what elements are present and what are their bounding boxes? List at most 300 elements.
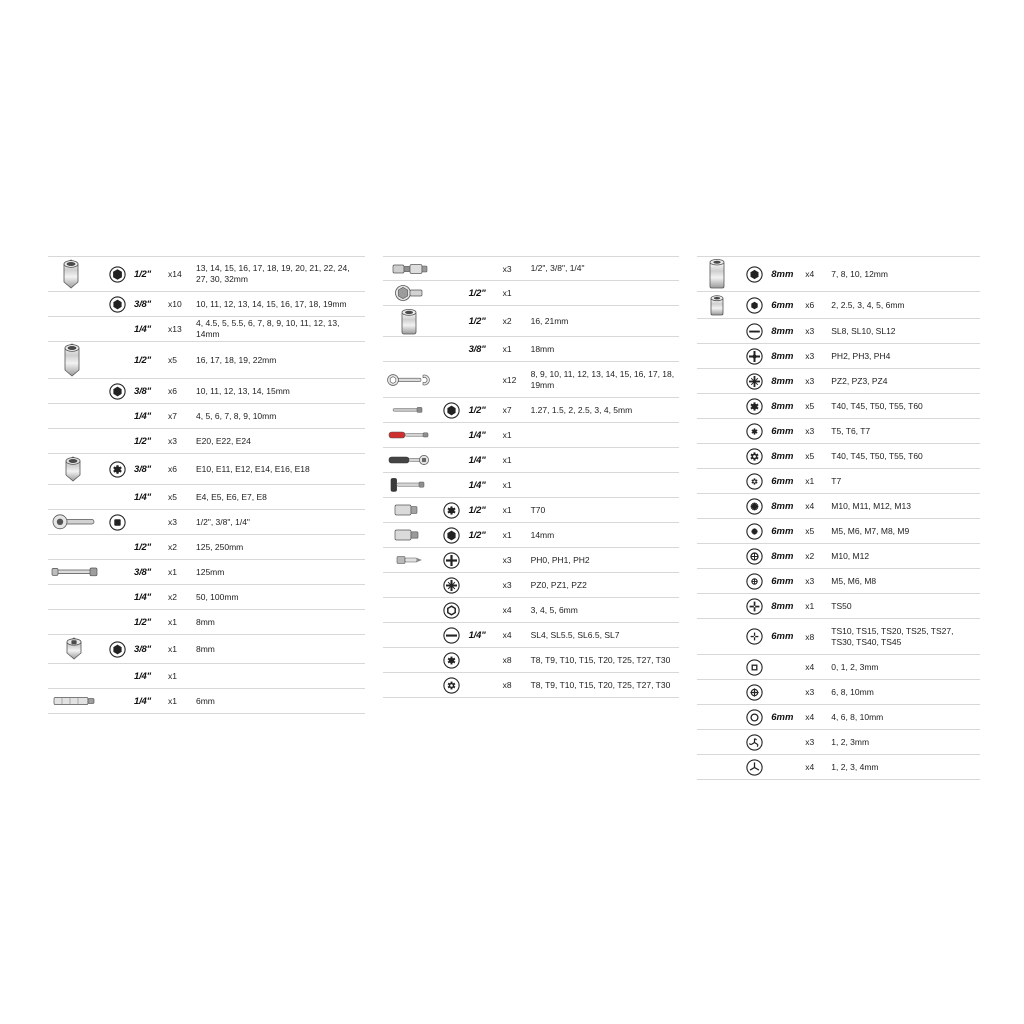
spacer xyxy=(383,623,437,647)
table-row xyxy=(48,292,365,317)
description: 7, 8, 10, 12mm xyxy=(831,268,888,279)
quantity: x4 xyxy=(805,269,815,279)
table-row xyxy=(383,523,680,548)
spacer xyxy=(437,306,467,336)
bit-ratchet-icon xyxy=(383,448,437,472)
pozidriv-ring-icon xyxy=(737,369,771,393)
spacer xyxy=(383,598,437,622)
hex-ring-icon xyxy=(102,292,132,316)
hex-bit-small-ring-icon xyxy=(737,292,771,318)
spacer xyxy=(697,655,737,679)
bit-size: 6mm xyxy=(771,631,794,642)
quantity: x1 xyxy=(805,601,815,611)
table-row xyxy=(383,362,680,398)
bit-size: 6mm xyxy=(771,525,794,537)
drive-size: 3/8" xyxy=(134,643,151,655)
spacer xyxy=(48,317,102,341)
spacer xyxy=(383,673,437,697)
description: M5, M6, M7, M8, M9 xyxy=(831,525,910,536)
quantity: x1 xyxy=(168,617,177,627)
spacer xyxy=(102,664,132,688)
quantity: x6 xyxy=(168,464,177,474)
description: 16, 21mm xyxy=(530,315,569,326)
description: 8mm xyxy=(196,616,215,627)
spacer xyxy=(48,404,102,428)
quantity: x6 xyxy=(168,386,177,396)
spacer xyxy=(697,494,737,518)
quantity: x14 xyxy=(168,269,182,279)
quantity: x2 xyxy=(168,592,177,602)
drive-size: 1/4" xyxy=(468,629,486,641)
spacer xyxy=(697,755,737,779)
torq-set-ring-icon xyxy=(737,594,771,618)
spacer xyxy=(697,730,737,754)
description: TS10, TS15, TS20, TS25, TS27, TS30, TS40, TS45 xyxy=(831,625,954,647)
table-row xyxy=(48,379,365,404)
drive-size: 1/2" xyxy=(468,504,486,516)
quantity: x4 xyxy=(502,630,512,640)
description: T8, T9, T10, T15, T20, T25, T27, T30 xyxy=(530,679,671,690)
spanner-ring-icon xyxy=(737,755,771,779)
table-row xyxy=(697,319,980,344)
bit-size: 6mm xyxy=(771,299,794,311)
spacer xyxy=(48,585,102,609)
drive-size: 1/4" xyxy=(134,491,151,503)
description: 8mm xyxy=(196,643,215,654)
table-row xyxy=(697,419,980,444)
hex-bit-ring-icon xyxy=(737,257,771,291)
long-bit-socket-icon xyxy=(697,257,737,291)
torx-ring-icon xyxy=(102,454,132,484)
table-row xyxy=(383,598,680,623)
quantity: x3 xyxy=(805,376,815,386)
table-row xyxy=(697,394,980,419)
quantity: x1 xyxy=(502,344,512,354)
table-row xyxy=(48,485,365,510)
hex-ball-ring-icon xyxy=(737,705,771,729)
bit-holder-bar-icon xyxy=(48,689,102,713)
drive-size: 3/8" xyxy=(134,566,151,578)
table-row xyxy=(48,585,365,610)
quantity: x8 xyxy=(805,631,815,642)
hex-key-icon xyxy=(383,398,437,422)
spacer xyxy=(48,664,102,688)
table-row xyxy=(48,510,365,535)
table-row xyxy=(697,256,980,292)
quantity: x6 xyxy=(805,300,815,310)
bit-size: 8mm xyxy=(771,600,794,612)
bit-size: 8mm xyxy=(771,375,794,387)
quantity: x1 xyxy=(502,530,512,540)
drive-size: 1/4" xyxy=(134,410,151,422)
ribe-ring-icon xyxy=(737,544,771,568)
quantity: x2 xyxy=(805,551,815,561)
table-row xyxy=(383,498,680,523)
quantity: x4 xyxy=(805,662,815,672)
table-row xyxy=(48,317,365,342)
table-row xyxy=(383,673,680,698)
quantity: x3 xyxy=(805,576,815,586)
spacer xyxy=(697,619,737,654)
description: 10, 11, 12, 13, 14, 15mm xyxy=(196,385,290,396)
spacer xyxy=(102,485,132,509)
spacer xyxy=(697,369,737,393)
column-3 xyxy=(697,256,980,780)
description: PZ2, PZ3, PZ4 xyxy=(831,375,888,386)
t-handle-icon xyxy=(383,473,437,497)
torq-set-small-ring-icon xyxy=(737,619,771,654)
drive-size: 3/8" xyxy=(134,385,151,397)
torx-tamper-ring-icon xyxy=(437,673,467,697)
description: 8, 9, 10, 11, 12, 13, 14, 15, 16, 17, 18, 19mm xyxy=(530,368,675,390)
table-row xyxy=(697,755,980,780)
description: 6, 8, 10mm xyxy=(831,686,874,697)
table-row xyxy=(48,404,365,429)
spacer xyxy=(102,404,132,428)
drive-size: 1/2" xyxy=(468,529,486,541)
quantity: x5 xyxy=(805,526,815,536)
description: 1, 2, 3, 4mm xyxy=(831,761,879,772)
quantity: x3 xyxy=(805,737,815,747)
quantity: x3 xyxy=(168,436,177,446)
table-row xyxy=(48,342,365,379)
spacer xyxy=(102,535,132,559)
description: PH2, PH3, PH4 xyxy=(831,350,891,361)
spacer xyxy=(102,560,132,584)
table-row xyxy=(48,610,365,635)
spacer xyxy=(102,585,132,609)
description: 125, 250mm xyxy=(196,541,244,552)
spacer xyxy=(437,281,467,305)
description: 4, 5, 6, 7, 8, 9, 10mm xyxy=(196,410,277,421)
phillips-ring-icon xyxy=(437,548,467,572)
description: 6mm xyxy=(196,695,215,706)
spacer xyxy=(437,362,467,397)
description: 14mm xyxy=(530,529,555,540)
description: SL4, SL5.5, SL6.5, SL7 xyxy=(530,629,620,640)
quantity: x7 xyxy=(168,411,177,421)
table-row xyxy=(383,573,680,598)
hex-bit-ring-icon xyxy=(437,598,467,622)
drive-size: 1/4" xyxy=(134,695,151,707)
spacer xyxy=(697,319,737,343)
ratchet-icon xyxy=(48,510,102,534)
description: 3, 4, 5, 6mm xyxy=(530,604,578,615)
torx-small-ring-icon xyxy=(737,419,771,443)
table-row xyxy=(697,519,980,544)
spacer xyxy=(697,469,737,493)
description: 2, 2.5, 3, 4, 5, 6mm xyxy=(831,299,905,310)
table-row xyxy=(697,705,980,730)
bit-size: 8mm xyxy=(771,325,794,337)
quantity: x2 xyxy=(502,316,512,326)
quantity: x1 xyxy=(168,644,177,654)
quantity: x3 xyxy=(805,326,815,336)
quantity: x1 xyxy=(805,476,815,486)
torx-tamper-ring-icon xyxy=(737,444,771,468)
quantity: x4 xyxy=(805,762,815,772)
drive-size: 3/8" xyxy=(468,343,486,355)
table-row xyxy=(383,423,680,448)
table-row xyxy=(697,544,980,569)
torx-bit-ring-icon xyxy=(437,648,467,672)
phillips-ring-icon xyxy=(737,344,771,368)
spark-plug-socket-2-icon xyxy=(383,306,437,336)
drive-size: 1/4" xyxy=(468,479,486,491)
description: PH0, PH1, PH2 xyxy=(530,554,590,565)
spacer xyxy=(437,423,467,447)
quantity: x4 xyxy=(805,501,815,511)
drive-size: 1/2" xyxy=(134,354,151,366)
combination-wrench-icon xyxy=(383,362,437,397)
description: PZ0, PZ1, PZ2 xyxy=(530,579,587,590)
quantity: x1 xyxy=(168,567,177,577)
column-1 xyxy=(48,256,365,780)
table-row xyxy=(697,680,980,705)
quantity: x5 xyxy=(805,451,815,461)
table-row xyxy=(697,730,980,755)
quantity: x1 xyxy=(502,480,512,490)
bit-socket-torx-icon xyxy=(383,498,437,522)
bit-size: 8mm xyxy=(771,450,794,462)
description: M10, M11, M12, M13 xyxy=(831,500,911,511)
drive-size: 1/4" xyxy=(468,454,486,466)
table-row xyxy=(383,306,680,337)
spacer xyxy=(697,519,737,543)
quantity: x2 xyxy=(168,542,177,552)
spacer xyxy=(437,448,467,472)
spacer xyxy=(102,317,132,341)
description: 1/2", 3/8", 1/4" xyxy=(530,263,585,274)
drive-size: 1/2" xyxy=(134,616,151,628)
quantity: x3 xyxy=(502,580,512,590)
square-ring-icon xyxy=(737,655,771,679)
table-row xyxy=(48,689,365,714)
table-row xyxy=(383,281,680,306)
description: T7 xyxy=(831,475,842,486)
quantity: x12 xyxy=(502,374,517,385)
table-row xyxy=(48,256,365,292)
quantity: x1 xyxy=(168,696,177,706)
spacer xyxy=(48,610,102,634)
drive-size: 1/4" xyxy=(134,591,151,603)
description: M5, M6, M8 xyxy=(831,575,877,586)
quantity: x3 xyxy=(502,555,512,565)
spline-small-ring-icon xyxy=(737,519,771,543)
description: 0, 1, 2, 3mm xyxy=(831,661,879,672)
spacer xyxy=(383,573,437,597)
quantity: x1 xyxy=(502,505,512,515)
description: 4, 6, 8, 10mm xyxy=(831,711,884,722)
screwdriver-icon xyxy=(383,423,437,447)
spacer xyxy=(437,473,467,497)
description: E4, E5, E6, E7, E8 xyxy=(196,491,267,502)
description: T40, T45, T50, T55, T60 xyxy=(831,400,923,411)
torx-socket-icon xyxy=(48,454,102,484)
drive-size: 1/4" xyxy=(134,323,151,335)
quantity: x4 xyxy=(805,712,815,722)
spacer xyxy=(48,292,102,316)
table-row xyxy=(48,535,365,560)
spacer xyxy=(383,337,437,361)
drive-size: 1/2" xyxy=(468,287,486,299)
description: TS50 xyxy=(831,600,852,611)
spacer xyxy=(48,429,102,453)
bit-socket-hex-icon xyxy=(383,523,437,547)
description: 1/2", 3/8", 1/4" xyxy=(196,516,250,527)
hex-ring-icon xyxy=(437,398,467,422)
quantity: x3 xyxy=(805,351,815,361)
column-2 xyxy=(383,256,680,780)
table-row xyxy=(383,473,680,498)
description: SL8, SL10, SL12 xyxy=(831,325,896,336)
deep-socket-icon xyxy=(48,257,102,291)
bit-size: 8mm xyxy=(771,400,794,412)
spacer xyxy=(48,535,102,559)
clutch-ring-icon xyxy=(737,680,771,704)
bit-icon xyxy=(383,548,437,572)
description: 125mm xyxy=(196,566,225,577)
drive-size: 1/2" xyxy=(468,315,486,327)
description: T8, T9, T10, T15, T20, T25, T27, T30 xyxy=(530,654,671,665)
table-row xyxy=(383,548,680,573)
quantity: x8 xyxy=(502,680,512,690)
quantity: x1 xyxy=(502,430,512,440)
quantity: x5 xyxy=(805,401,815,411)
quantity: x3 xyxy=(168,517,177,527)
torx-tamper-small-ring-icon xyxy=(737,469,771,493)
table-row xyxy=(383,648,680,673)
torx-ring-icon xyxy=(437,498,467,522)
square-drive-icon xyxy=(102,510,132,534)
description: M10, M12 xyxy=(831,550,870,561)
table-row xyxy=(48,560,365,585)
bit-size: 6mm xyxy=(771,575,794,587)
bit-size: 8mm xyxy=(771,550,794,562)
table-row xyxy=(697,619,980,655)
drive-size: 1/2" xyxy=(134,541,151,553)
adapter-icon xyxy=(48,635,102,663)
bit-size: 6mm xyxy=(771,475,794,487)
quantity: x4 xyxy=(502,605,512,615)
quantity: x7 xyxy=(502,405,512,415)
quantity: x8 xyxy=(502,655,512,665)
table-row xyxy=(697,344,980,369)
drive-size: 1/2" xyxy=(468,404,486,416)
tri-wing-ring-icon xyxy=(737,730,771,754)
description: 1, 2, 3mm xyxy=(831,736,870,747)
spacer xyxy=(697,419,737,443)
description: 50, 100mm xyxy=(196,591,239,602)
hex-ring-icon xyxy=(437,523,467,547)
quantity: x3 xyxy=(805,426,815,436)
bit-socket-icon xyxy=(697,292,737,318)
long-socket-icon xyxy=(48,342,102,378)
universal-joint-icon xyxy=(383,257,437,280)
quantity: x3 xyxy=(502,263,512,274)
spacer xyxy=(102,689,132,713)
spacer xyxy=(697,394,737,418)
drive-size: 3/8" xyxy=(134,298,151,310)
description: 16, 17, 18, 19, 22mm xyxy=(196,354,277,365)
quantity: x1 xyxy=(502,288,512,298)
ribe-small-ring-icon xyxy=(737,569,771,593)
description: T5, T6, T7 xyxy=(831,425,871,436)
drive-size: 1/4" xyxy=(134,670,151,682)
quantity: x5 xyxy=(168,492,177,502)
drive-size: 3/8" xyxy=(134,463,151,475)
description: 4, 4.5, 5, 5.5, 6, 7, 8, 9, 10, 11, 12, 13, 14mm xyxy=(196,318,340,339)
drive-size: 1/2" xyxy=(134,268,151,280)
table-row xyxy=(383,448,680,473)
spacer xyxy=(697,705,737,729)
table-row xyxy=(697,469,980,494)
table-row xyxy=(697,494,980,519)
spacer xyxy=(437,257,467,280)
extension-bar-icon xyxy=(48,560,102,584)
table-row xyxy=(48,429,365,454)
spacer xyxy=(437,337,467,361)
spacer xyxy=(697,680,737,704)
bit-size: 6mm xyxy=(771,711,794,723)
table-row xyxy=(697,292,980,319)
spacer xyxy=(102,429,132,453)
spacer xyxy=(48,485,102,509)
quantity: x5 xyxy=(168,355,177,365)
spacer xyxy=(383,648,437,672)
table-row xyxy=(697,594,980,619)
spacer xyxy=(697,544,737,568)
table-row xyxy=(383,398,680,423)
drive-size: 1/4" xyxy=(468,429,486,441)
spacer xyxy=(102,342,132,378)
table-row xyxy=(383,256,680,281)
bit-size: 8mm xyxy=(771,500,794,512)
description: 13, 14, 15, 16, 17, 18, 19, 20, 21, 22, 24, 27, 30, 32mm xyxy=(196,263,350,284)
quantity: x1 xyxy=(502,455,512,465)
table-row xyxy=(48,664,365,689)
table-row xyxy=(383,337,680,362)
bit-size: 6mm xyxy=(771,425,794,437)
spacer xyxy=(102,610,132,634)
table-row xyxy=(697,444,980,469)
torx-ring-icon xyxy=(737,394,771,418)
quantity: x3 xyxy=(805,687,815,697)
quantity: x10 xyxy=(168,299,182,309)
spacer xyxy=(697,444,737,468)
quantity: x13 xyxy=(168,324,182,334)
slotted-ring-icon xyxy=(737,319,771,343)
table-row xyxy=(697,655,980,680)
table-row xyxy=(697,369,980,394)
bit-size: 8mm xyxy=(771,268,794,280)
description: T40, T45, T50, T55, T60 xyxy=(831,450,923,461)
spline-ring-icon xyxy=(737,494,771,518)
slotted-ring-icon xyxy=(437,623,467,647)
drive-size: 1/2" xyxy=(134,435,151,447)
hex-ring-icon xyxy=(102,257,132,291)
description: E10, E11, E12, E14, E16, E18 xyxy=(196,463,310,474)
table-row xyxy=(48,454,365,485)
hex-ring-icon xyxy=(102,635,132,663)
bit-size: 8mm xyxy=(771,350,794,362)
quantity: x1 xyxy=(168,671,177,681)
description: E20, E22, E24 xyxy=(196,435,251,446)
description: 1.27, 1.5, 2, 2.5, 3, 4, 5mm xyxy=(530,404,633,415)
description: 18mm xyxy=(530,343,555,354)
spacer xyxy=(697,594,737,618)
table-row xyxy=(697,569,980,594)
